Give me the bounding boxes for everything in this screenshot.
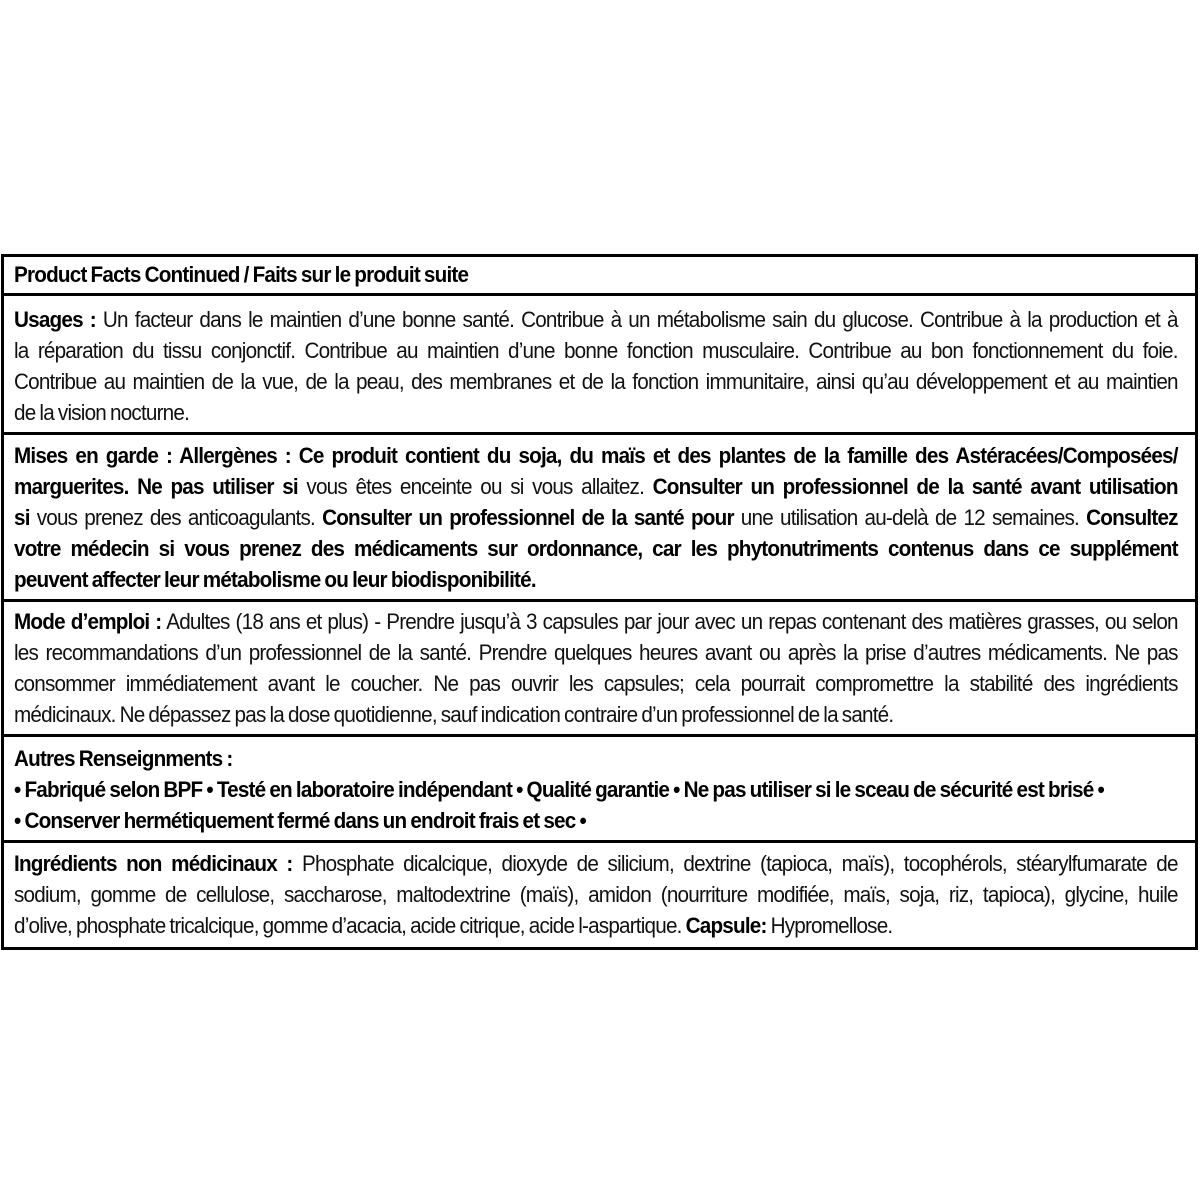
directions-text: Adultes (18 ans et plus) - Prendre jusqu’à 3 capsules par jour avec un repas contenant des matières grasses, ou selon <box>161 609 1178 634</box>
warnings-bold-text: si <box>14 505 30 530</box>
other-info-bullets: • Fabriqué selon BPF • Testé en laboratoire indépendant • Qualité garantie • Ne pas utiliser si le sceau de sécurité est brisé • <box>14 777 1104 802</box>
ingredients-section <box>14 848 1178 941</box>
capsule-label: Capsule: <box>685 913 767 938</box>
other-info-section <box>14 743 1178 836</box>
product-facts-panel <box>0 254 1200 950</box>
usages-text: Contribue au maintien de la vue, de la peau, des membranes et de la fonction immunitaire, ainsi qu’au développement et au maintien <box>14 369 1178 394</box>
ingredients-text: d’olive, phosphate tricalcique, gomme d’acacia, acide citrique, acide l-aspartique. <box>14 913 686 938</box>
directions-text: les recommandations d’un professionnel de la santé. Prendre quelques heures avant ou après la prise d’autres médicaments. Ne pas <box>14 640 1178 665</box>
panel-title: Product Facts Continued / Faits sur le produit suite <box>14 262 469 287</box>
ingredients-text: Phosphate dicalcique, dioxyde de silicium, dextrine (tapioca, maïs), tocophérols, stéarylfumarate de <box>292 851 1178 876</box>
divider <box>4 293 1196 296</box>
warnings-label: Mises en garde : Allergènes : Ce produit contient du soja, du maïs et des plantes de la famille des Astéracées/Composées/ <box>14 443 1178 468</box>
divider <box>4 599 1196 602</box>
warnings-section <box>14 440 1178 595</box>
warnings-bold-text: marguerites. Ne pas utiliser si <box>14 474 298 499</box>
other-info-bullets: • Conserver hermétiquement fermé dans un endroit frais et sec • <box>14 808 586 833</box>
usages-label: Usages : <box>14 307 96 332</box>
warnings-bold-text: Consultez <box>1086 505 1178 530</box>
usages-text: Un facteur dans le maintien d’une bonne santé. Contribue à un métabolisme sain du glucose. Contribue à la production et à <box>95 307 1178 332</box>
warnings-text: vous prenez des anticoagulants. <box>29 505 323 530</box>
divider <box>4 432 1196 435</box>
other-info-label: Autres Renseignments : <box>14 746 233 771</box>
warnings-bold-text: Consulter un professionnel de la santé avant utilisation <box>652 474 1178 499</box>
usages-text: de la vision nocturne. <box>14 400 190 425</box>
panel-title-row <box>14 259 1178 290</box>
usages-text: la réparation du tissu conjonctif. Contribue au maintien d’une bonne fonction musculaire. Contribue au bon fonctionnement du foie. <box>14 338 1178 363</box>
capsule-value: Hypromellose. <box>766 913 893 938</box>
warnings-bold-text: peuvent affecter leur métabolisme ou leur biodisponibilité. <box>14 567 536 592</box>
ingredients-text: sodium, gomme de cellulose, saccharose, maltodextrine (maïs), amidon (nourriture modifiée, maïs, soja, riz, tapioca), glycine, huile <box>14 882 1178 907</box>
divider <box>4 840 1196 843</box>
warnings-bold-text: votre médecin si vous prenez des médicaments sur ordonnance, car les phytonutriments contenus dans ce supplément <box>14 536 1178 561</box>
directions-section <box>14 606 1178 730</box>
directions-text: consommer immédiatement avant le coucher. Ne pas ouvrir les capsules; cela pourrait compromettre la stabilité des ingrédients <box>14 671 1178 696</box>
directions-text: médicinaux. Ne dépassez pas la dose quotidienne, sauf indication contraire d’un professionnel de la santé. <box>14 702 894 727</box>
divider <box>4 734 1196 737</box>
directions-label: Mode d’emploi : <box>14 609 162 634</box>
warnings-text: une utilisation au-delà de 12 semaines. <box>733 505 1087 530</box>
ingredients-label: Ingrédients non médicinaux : <box>14 851 293 876</box>
warnings-bold-text: Consulter un professionnel de la santé pour <box>322 505 734 530</box>
warnings-text: vous êtes enceinte ou si vous allaitez. <box>297 474 653 499</box>
usages-section <box>14 304 1178 428</box>
